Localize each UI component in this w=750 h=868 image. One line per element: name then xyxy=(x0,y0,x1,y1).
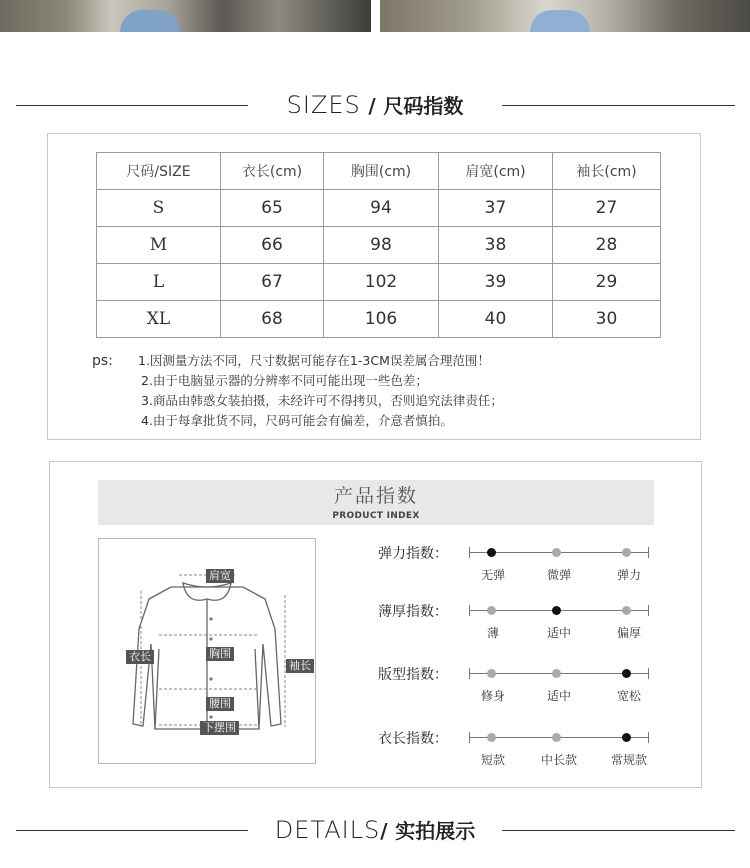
index-track xyxy=(469,737,649,738)
tag-shoulder: 肩宽 xyxy=(206,569,234,583)
index-dot[interactable] xyxy=(552,548,561,557)
table-cell: 39 xyxy=(439,264,553,301)
index-row-length xyxy=(378,729,678,769)
tag-length: 衣长 xyxy=(126,650,154,664)
notes-prefix: ps: xyxy=(92,353,113,369)
index-option: 偏厚 xyxy=(616,626,641,640)
notes-list xyxy=(138,351,608,431)
sizes-heading xyxy=(0,88,750,122)
index-dot[interactable] xyxy=(487,669,496,678)
size-chart-panel xyxy=(47,133,701,440)
table-cell: 98 xyxy=(324,227,439,264)
index-track xyxy=(469,610,649,611)
index-option: 微弹 xyxy=(546,568,571,582)
table-cell: 66 xyxy=(221,227,324,264)
table-cell: 68 xyxy=(221,301,324,338)
size-cell: S xyxy=(97,190,221,227)
table-row xyxy=(97,227,661,264)
tag-sleeve: 袖长 xyxy=(286,659,314,673)
details-heading-en: DETAILS xyxy=(274,816,381,844)
index-option: 适中 xyxy=(546,626,571,640)
index-dot[interactable] xyxy=(487,606,496,615)
tag-hem: 下摆围 xyxy=(200,721,239,735)
size-table-header xyxy=(97,153,661,190)
size-table xyxy=(96,152,661,338)
table-row xyxy=(97,190,661,227)
table-cell: 37 xyxy=(439,190,553,227)
index-option: 短款 xyxy=(480,753,505,767)
table-cell: 28 xyxy=(553,227,661,264)
index-row-thickness xyxy=(378,602,678,642)
index-dot[interactable] xyxy=(622,548,631,557)
size-cell: M xyxy=(97,227,221,264)
note-item: 1.因测量方法不同，尺寸数据可能存在1-3CM误差属合理范围！ xyxy=(138,353,490,368)
header-shoulder: 肩宽(cm) xyxy=(439,153,553,190)
index-dot-selected[interactable] xyxy=(622,733,631,742)
index-dot-selected[interactable] xyxy=(552,606,561,615)
product-index-panel xyxy=(49,461,702,788)
index-dot-selected[interactable] xyxy=(622,669,631,678)
product-index-subtitle: PRODUCT INDEX xyxy=(332,511,420,521)
table-row xyxy=(97,301,661,338)
details-heading-cn: 实拍展示 xyxy=(395,819,476,843)
index-option: 薄 xyxy=(486,626,499,640)
index-track xyxy=(469,673,649,674)
header-chest: 胸围(cm) xyxy=(324,153,439,190)
table-cell: 30 xyxy=(553,301,661,338)
index-option: 弹力 xyxy=(616,568,641,582)
index-row-fit xyxy=(378,665,678,705)
note-item: 4.由于每拿批货不同，尺码可能会有偏差，介意者慎拍。 xyxy=(141,413,453,428)
product-index-title: 产品指数 xyxy=(333,485,418,507)
index-dot[interactable] xyxy=(487,733,496,742)
index-dot[interactable] xyxy=(622,606,631,615)
details-heading xyxy=(0,813,750,847)
header-sleeve: 袖长(cm) xyxy=(553,153,661,190)
note-item: 2.由于电脑显示器的分辨率不同可能出现一些色差； xyxy=(141,373,428,388)
index-row-label: 衣长指数： xyxy=(378,731,448,747)
index-option: 无弹 xyxy=(480,568,505,582)
index-dot-selected[interactable] xyxy=(487,548,496,557)
table-cell: 67 xyxy=(221,264,324,301)
shirt-measure-diagram xyxy=(98,538,316,764)
index-option: 常规款 xyxy=(610,753,647,767)
index-option: 修身 xyxy=(480,689,505,703)
index-dot[interactable] xyxy=(552,669,561,678)
size-cell: XL xyxy=(97,301,221,338)
header-length: 衣长(cm) xyxy=(221,153,324,190)
index-row-label: 薄厚指数： xyxy=(378,604,448,620)
size-cell: L xyxy=(97,264,221,301)
product-photo-left[interactable] xyxy=(0,0,371,32)
product-index-banner xyxy=(98,480,654,525)
table-cell: 40 xyxy=(439,301,553,338)
table-cell: 65 xyxy=(221,190,324,227)
table-cell: 94 xyxy=(324,190,439,227)
header-size: 尺码/SIZE xyxy=(97,153,221,190)
table-cell: 29 xyxy=(553,264,661,301)
index-track xyxy=(469,552,649,553)
table-row xyxy=(97,264,661,301)
table-cell: 38 xyxy=(439,227,553,264)
tag-waist: 腰围 xyxy=(206,697,234,711)
index-row-label: 弹力指数： xyxy=(378,546,448,562)
details-heading-slash: / xyxy=(380,819,388,843)
table-cell: 27 xyxy=(553,190,661,227)
table-cell: 106 xyxy=(324,301,439,338)
tag-chest: 胸围 xyxy=(206,647,234,661)
sizes-heading-cn: 尺码指数 xyxy=(383,94,464,118)
index-option: 适中 xyxy=(546,689,571,703)
table-cell: 102 xyxy=(324,264,439,301)
index-option: 宽松 xyxy=(616,689,641,703)
note-item: 3.商品由韩惑女装拍摄，未经许可不得拷贝，否则追究法律责任； xyxy=(141,393,503,408)
index-option: 中长款 xyxy=(540,753,577,767)
sizes-heading-en: SIZES xyxy=(286,91,361,119)
product-photo-right[interactable] xyxy=(380,0,750,32)
sizes-heading-slash: / xyxy=(368,94,376,118)
index-row-elasticity xyxy=(378,544,678,584)
product-photo-strip xyxy=(0,0,750,32)
index-row-label: 版型指数： xyxy=(378,667,448,683)
index-dot[interactable] xyxy=(552,733,561,742)
